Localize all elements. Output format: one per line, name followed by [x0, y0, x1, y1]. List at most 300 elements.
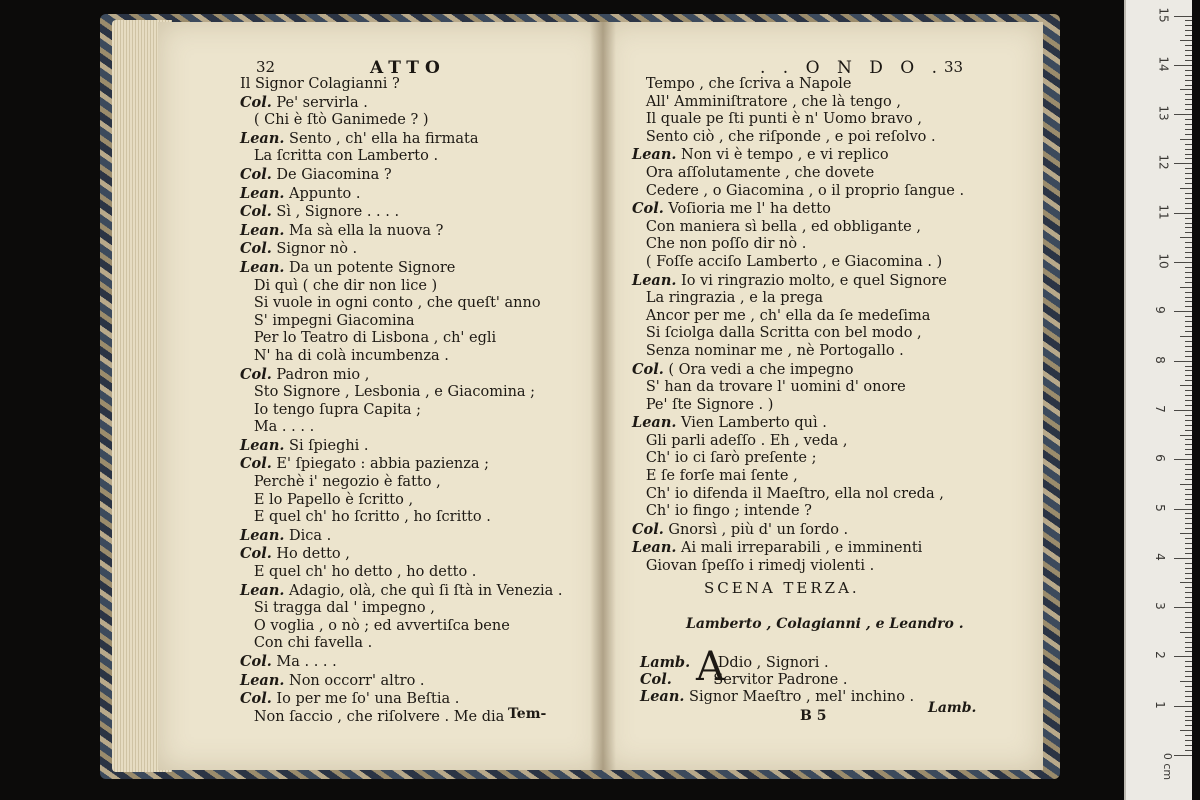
text-line: [240, 222, 562, 241]
line-text: Voſioria me l' ha detto: [668, 201, 831, 218]
ruler-tick: [1185, 750, 1192, 751]
text-line: [240, 402, 562, 420]
line-text: Sì , Signore . . . .: [276, 204, 400, 221]
text-line: [240, 259, 562, 278]
ruler-tick: [1185, 661, 1192, 662]
text-line: [240, 295, 562, 313]
speaker: Col.: [240, 203, 272, 221]
ruler-tick: [1185, 129, 1192, 130]
ruler-tick: [1185, 331, 1192, 332]
ruler-tick: [1185, 474, 1192, 475]
text-line: [240, 582, 562, 601]
ruler-tick: [1185, 252, 1192, 253]
line-text: Con maniera sì bella , ed obbligante ,: [632, 218, 921, 235]
scene-title: SCENA TERZA.: [704, 579, 860, 597]
ruler-tick: [1185, 301, 1192, 302]
line-text: Si ſciolga dalla Scritta con bel modo ,: [632, 325, 922, 342]
line-text: Ch' io fingo ; intende ?: [632, 503, 812, 520]
speaker: Lean.: [240, 258, 285, 276]
speaker: Col.: [240, 365, 272, 383]
ruler-tick: [1185, 227, 1192, 228]
ruler-tick: [1180, 533, 1192, 534]
measuring-ruler: [1124, 0, 1192, 800]
line-text: Ma . . . .: [240, 419, 315, 436]
ruler-tick: [1174, 311, 1192, 312]
ruler-tick: [1185, 578, 1192, 579]
text-line: [632, 433, 964, 451]
ruler-tick: [1174, 410, 1192, 411]
text-line: [632, 379, 964, 397]
ruler-tick: [1185, 735, 1192, 736]
ruler-tick: [1185, 420, 1192, 421]
text-line: [240, 419, 562, 437]
ruler-tick: [1185, 627, 1192, 628]
text-line: [632, 468, 964, 486]
line-text: Ma sà ella la nuova ?: [289, 222, 444, 239]
ruler-tick: [1185, 50, 1192, 51]
text-line: [632, 272, 964, 291]
ruler-tick: [1185, 449, 1192, 450]
line-text: Sento , ch' ella ha firmata: [289, 130, 479, 147]
ruler-tick: [1185, 208, 1192, 209]
ruler-tick: [1185, 597, 1192, 598]
ruler-tick: [1174, 755, 1192, 756]
ruler-tick: [1185, 671, 1192, 672]
ruler-tick: [1185, 178, 1192, 179]
line-text: S' impegni Giacomina: [240, 312, 415, 329]
text-line: [240, 600, 562, 618]
speaker: Col.: [240, 93, 272, 111]
ruler-tick: [1185, 25, 1192, 26]
ruler-tick: [1185, 173, 1192, 174]
ruler-number: 13: [1156, 105, 1171, 121]
ruler-tick: [1185, 183, 1192, 184]
ruler-tick: [1185, 647, 1192, 648]
line-text: ( Foſſe acciſo Lamberto , e Giacomina . ): [632, 253, 943, 270]
speaker: Col.: [240, 545, 272, 563]
right-catchword: Lamb.: [928, 700, 977, 716]
line-text: E ſe forſe mai ſente ,: [632, 468, 798, 485]
text-line: [632, 200, 964, 219]
ruler-tick: [1180, 582, 1192, 583]
text-line: [632, 308, 964, 326]
text-line: [240, 653, 562, 672]
text-line: [240, 545, 562, 564]
line-text: Servitor Padrone .: [713, 672, 848, 688]
ruler-tick: [1174, 163, 1192, 164]
line-text: Sento ciò , che riſponde , e poi reſolvo .: [632, 128, 936, 145]
ruler-tick: [1185, 193, 1192, 194]
ruler-tick: [1185, 499, 1192, 500]
line-text: Ma . . . .: [276, 654, 337, 670]
line-text: Non ſaccio , che riſolvere . Me dia: [240, 708, 505, 725]
ruler-tick: [1180, 484, 1192, 485]
line-text: Appunto .: [289, 185, 361, 202]
line-text: Che non poſſo dir nò .: [632, 236, 807, 253]
speaker: Lean.: [632, 414, 677, 432]
text-line: [632, 503, 964, 521]
left-running-head: ATTO: [370, 58, 446, 78]
speaker: Lean.: [240, 221, 285, 239]
text-line: [240, 112, 562, 130]
ruler-tick: [1174, 16, 1192, 17]
ruler-tick: [1185, 94, 1192, 95]
ruler-tick: [1185, 75, 1192, 76]
ruler-tick: [1185, 415, 1192, 416]
text-line: [240, 148, 562, 166]
ruler-tick: [1185, 504, 1192, 505]
ruler-tick: [1185, 622, 1192, 623]
ruler-tick: [1185, 740, 1192, 741]
text-line: [240, 348, 562, 366]
text-line: [240, 635, 562, 653]
ruler-tick: [1185, 651, 1192, 652]
ruler-tick: [1185, 523, 1192, 524]
ruler-tick: [1174, 65, 1192, 66]
ruler-tick: [1174, 262, 1192, 263]
ruler-number: 5: [1152, 503, 1167, 512]
line-text: Giovan ſpeſſo i rimedj violenti .: [632, 558, 875, 575]
ruler-tick: [1185, 30, 1192, 31]
ruler-tick: [1185, 701, 1192, 702]
text-line: [240, 384, 562, 402]
ruler-tick: [1185, 612, 1192, 613]
signature-mark: B 5: [800, 708, 827, 724]
ruler-tick: [1185, 272, 1192, 273]
ruler-tick: [1185, 346, 1192, 347]
ruler-tick: [1180, 681, 1192, 682]
text-line: [632, 111, 964, 129]
speaker: Col.: [240, 653, 272, 670]
text-line: [632, 165, 964, 183]
line-text: Gli parli adeſſo . Eh , veda ,: [632, 432, 848, 449]
ruler-tick: [1185, 454, 1192, 455]
ruler-tick: [1185, 568, 1192, 569]
ruler-number: 6: [1152, 454, 1167, 463]
ruler-tick: [1185, 60, 1192, 61]
text-line: [240, 474, 562, 492]
ruler-tick: [1180, 139, 1192, 140]
line-text: Dica .: [289, 527, 332, 544]
ruler-tick: [1185, 642, 1192, 643]
ruler-tick: [1185, 720, 1192, 721]
text-line: [240, 203, 562, 222]
ruler-tick: [1185, 696, 1192, 697]
ruler-tick: [1174, 459, 1192, 460]
ruler-tick: [1185, 691, 1192, 692]
text-line: [240, 76, 562, 94]
text-line: [632, 146, 964, 165]
ruler-number: 10: [1156, 253, 1171, 269]
text-line: [240, 509, 562, 527]
right-running-head: . . O N D O .: [760, 58, 944, 78]
ruler-tick: [1185, 321, 1192, 322]
ruler-tick: [1185, 425, 1192, 426]
speaker: Col.: [640, 671, 672, 688]
final-line-2: [640, 671, 847, 688]
line-text: Io tengo ſupra Capita ;: [240, 401, 422, 418]
text-line: [240, 313, 562, 331]
line-text: Il Signor Colagianni ?: [240, 76, 400, 92]
line-text: O voglia , o nò ; ed avvertiſca bene: [240, 617, 510, 634]
text-line: [240, 527, 562, 546]
text-line: [632, 343, 964, 361]
speaker: Col.: [632, 360, 664, 378]
book-gutter: [590, 22, 616, 770]
ruler-tick: [1180, 435, 1192, 436]
text-line: [240, 130, 562, 149]
ruler-number: 9: [1152, 306, 1167, 315]
text-line: [240, 492, 562, 510]
ruler-tick: [1180, 336, 1192, 337]
ruler-tick: [1185, 573, 1192, 574]
text-line: [632, 129, 964, 147]
ruler-tick: [1180, 188, 1192, 189]
ruler-tick: [1185, 306, 1192, 307]
line-text: Perchè i' negozio è fatto ,: [240, 474, 441, 491]
ruler-tick: [1174, 213, 1192, 214]
ruler-tick: [1174, 607, 1192, 608]
line-text: Da un potente Signore: [289, 259, 456, 276]
left-text-block: [240, 76, 562, 726]
ruler-tick: [1185, 292, 1192, 293]
ruler-tick: [1185, 390, 1192, 391]
ruler-tick: [1185, 149, 1192, 150]
right-page-number: 33: [944, 58, 964, 76]
speaker: Lean.: [240, 436, 285, 454]
line-text: E quel ch' ho detto , ho detto .: [240, 564, 477, 581]
text-line: [632, 325, 964, 343]
line-text: La ſcritta con Lamberto .: [240, 148, 439, 165]
ruler-tick: [1185, 198, 1192, 199]
ruler-tick: [1185, 543, 1192, 544]
line-text: Con chi favella .: [240, 635, 373, 652]
text-line: [632, 521, 964, 540]
line-text: E' ſpiegato : abbia pazienza ;: [276, 456, 490, 473]
text-line: [632, 94, 964, 112]
text-line: [632, 414, 964, 433]
ruler-tick: [1185, 341, 1192, 342]
text-line: [632, 539, 964, 558]
line-text: Di quì ( che dir non lice ): [240, 277, 438, 294]
text-line: [240, 330, 562, 348]
speaker: Lean.: [240, 129, 285, 147]
ruler-number: 8: [1152, 355, 1167, 364]
ruler-tick: [1185, 104, 1192, 105]
line-text: Signor Maeſtro , mel' inchino .: [689, 689, 915, 705]
text-line: [240, 672, 562, 691]
ruler-unit: 0 cm: [1161, 752, 1175, 781]
line-text: Per lo Teatro di Lisbona , ch' egli: [240, 330, 497, 347]
speaker: Lean.: [240, 671, 285, 689]
ruler-tick: [1174, 114, 1192, 115]
ruler-tick: [1185, 494, 1192, 495]
ruler-number: 1: [1152, 700, 1167, 709]
line-text: Il quale pe ſti punti è n' Uomo bravo ,: [632, 111, 922, 128]
text-line: [632, 486, 964, 504]
ruler-tick: [1185, 154, 1192, 155]
line-text: E lo Papello è ſcritto ,: [240, 491, 414, 508]
line-text: Sto Signore , Lesbonia , e Giacomina ;: [240, 384, 536, 401]
line-text: Io per me ſo' una Beſtia .: [276, 691, 460, 708]
ruler-number: 3: [1152, 602, 1167, 610]
ruler-tick: [1185, 479, 1192, 480]
ruler-tick: [1180, 287, 1192, 288]
line-text: ( Ora vedi a che impegno: [668, 361, 854, 378]
speaker: Col.: [240, 455, 272, 473]
line-text: De Giacomina ?: [276, 166, 392, 183]
text-line: [632, 183, 964, 201]
ruler-tick: [1185, 247, 1192, 248]
line-text: Si vuole in ogni conto , che queſt' anno: [240, 295, 541, 312]
ruler-tick: [1180, 89, 1192, 90]
line-text: Gnorsì , più d' un ſordo .: [668, 521, 849, 538]
line-text: Ch' io difenda il Maeſtro, ella nol creda ,: [632, 485, 944, 502]
ruler-tick: [1185, 351, 1192, 352]
scene-characters: Lamberto , Colagianni , e Leandro .: [686, 616, 964, 632]
ruler-tick: [1185, 489, 1192, 490]
line-text: Ora aſſolutamente , che dovete: [632, 164, 875, 181]
ruler-number: 4: [1152, 552, 1167, 561]
text-line: [632, 254, 964, 272]
ruler-tick: [1185, 144, 1192, 145]
line-text: Ho detto ,: [276, 546, 350, 563]
line-text: All' Amminiſtratore , che là tengo ,: [632, 93, 901, 110]
ruler-tick: [1185, 617, 1192, 618]
ruler-number: 7: [1152, 405, 1167, 413]
ruler-tick: [1185, 686, 1192, 687]
line-text: Ai mali irreparabili , e imminenti: [681, 540, 923, 557]
ruler-tick: [1185, 203, 1192, 204]
ruler-tick: [1185, 439, 1192, 440]
text-line: [632, 219, 964, 237]
ruler-tick: [1185, 297, 1192, 298]
ruler-tick: [1185, 99, 1192, 100]
line-text: Padron mio ,: [276, 366, 370, 383]
ruler-tick: [1185, 356, 1192, 357]
drop-cap: A: [696, 644, 725, 690]
ruler-tick: [1180, 40, 1192, 41]
text-line: [240, 564, 562, 582]
line-text: E quel ch' ho ſcritto , ho ſcritto .: [240, 509, 491, 526]
speaker: Lean.: [240, 184, 285, 202]
text-line: [240, 437, 562, 456]
text-line: [240, 366, 562, 385]
ruler-tick: [1185, 267, 1192, 268]
ruler-tick: [1185, 666, 1192, 667]
ruler-tick: [1185, 109, 1192, 110]
ruler-tick: [1180, 385, 1192, 386]
ruler-tick: [1185, 528, 1192, 529]
left-page-number: 32: [256, 58, 276, 76]
ruler-tick: [1185, 20, 1192, 21]
ruler-tick: [1174, 706, 1192, 707]
text-line: [632, 558, 964, 576]
final-line-1: [640, 654, 829, 671]
ruler-tick: [1185, 35, 1192, 36]
line-text: Cedere , o Giacomina , o il proprio ſangue .: [632, 182, 965, 199]
ruler-tick: [1185, 587, 1192, 588]
ruler-tick: [1185, 223, 1192, 224]
ruler-tick: [1180, 237, 1192, 238]
ruler-tick: [1185, 218, 1192, 219]
speaker: Lamb.: [640, 654, 691, 671]
speaker: Lean.: [240, 581, 285, 599]
line-text: Ddio , Signori .: [717, 655, 829, 671]
text-line: [240, 455, 562, 474]
line-text: Pe' servirla .: [276, 94, 368, 111]
speaker: Col.: [240, 690, 272, 708]
ruler-tick: [1185, 518, 1192, 519]
ruler-tick: [1185, 55, 1192, 56]
text-line: [240, 618, 562, 636]
line-text: Ancor per me , ch' ella da ſe medeſima: [632, 307, 931, 324]
ruler-tick: [1185, 168, 1192, 169]
speaker: Col.: [240, 240, 272, 258]
ruler-tick: [1185, 242, 1192, 243]
ruler-tick: [1185, 85, 1192, 86]
ruler-tick: [1174, 558, 1192, 559]
text-line: [632, 290, 964, 308]
ruler-number: 14: [1156, 56, 1171, 72]
line-text: Vien Lamberto quì .: [681, 415, 827, 432]
speaker: Lean.: [640, 688, 685, 705]
ruler-tick: [1185, 232, 1192, 233]
ruler-tick: [1185, 395, 1192, 396]
line-text: Adagio, olà, che quì ſi ſtà in Venezia .: [289, 582, 563, 599]
speaker: Col.: [632, 520, 664, 538]
text-line: [240, 185, 562, 204]
ruler-tick: [1185, 124, 1192, 125]
line-text: Si tragga dal ' impegno ,: [240, 600, 435, 617]
ruler-tick: [1185, 725, 1192, 726]
ruler-tick: [1185, 444, 1192, 445]
speaker: Lean.: [632, 271, 677, 289]
ruler-tick: [1185, 380, 1192, 381]
ruler-tick: [1185, 469, 1192, 470]
final-line-3: [640, 688, 914, 705]
ruler-tick: [1185, 464, 1192, 465]
ruler-tick: [1185, 375, 1192, 376]
speaker: Col.: [240, 165, 272, 183]
ruler-tick: [1174, 656, 1192, 657]
ruler-tick: [1185, 637, 1192, 638]
ruler-tick: [1185, 282, 1192, 283]
text-line: [632, 76, 964, 94]
line-text: N' ha di colà incumbenza .: [240, 347, 449, 364]
speaker: Lean.: [632, 539, 677, 557]
ruler-tick: [1185, 80, 1192, 81]
ruler-tick: [1185, 430, 1192, 431]
ruler-tick: [1185, 563, 1192, 564]
ruler-tick: [1185, 70, 1192, 71]
ruler-tick: [1174, 509, 1192, 510]
line-text: Pe' ſte Signore . ): [632, 396, 774, 413]
ruler-tick: [1174, 361, 1192, 362]
ruler-tick: [1185, 711, 1192, 712]
text-line: [240, 94, 562, 113]
ruler-tick: [1185, 277, 1192, 278]
ruler-tick: [1185, 119, 1192, 120]
line-text: Ch' io ci ſarò preſente ;: [632, 450, 817, 467]
ruler-number: 11: [1156, 204, 1171, 220]
text-line: [632, 361, 964, 380]
line-text: Si ſpieghi .: [289, 437, 369, 454]
ruler-number: 12: [1156, 154, 1171, 171]
ruler-tick: [1185, 370, 1192, 371]
line-text: Io vi ringrazio molto, e quel Signore: [681, 272, 947, 289]
ruler-tick: [1185, 316, 1192, 317]
